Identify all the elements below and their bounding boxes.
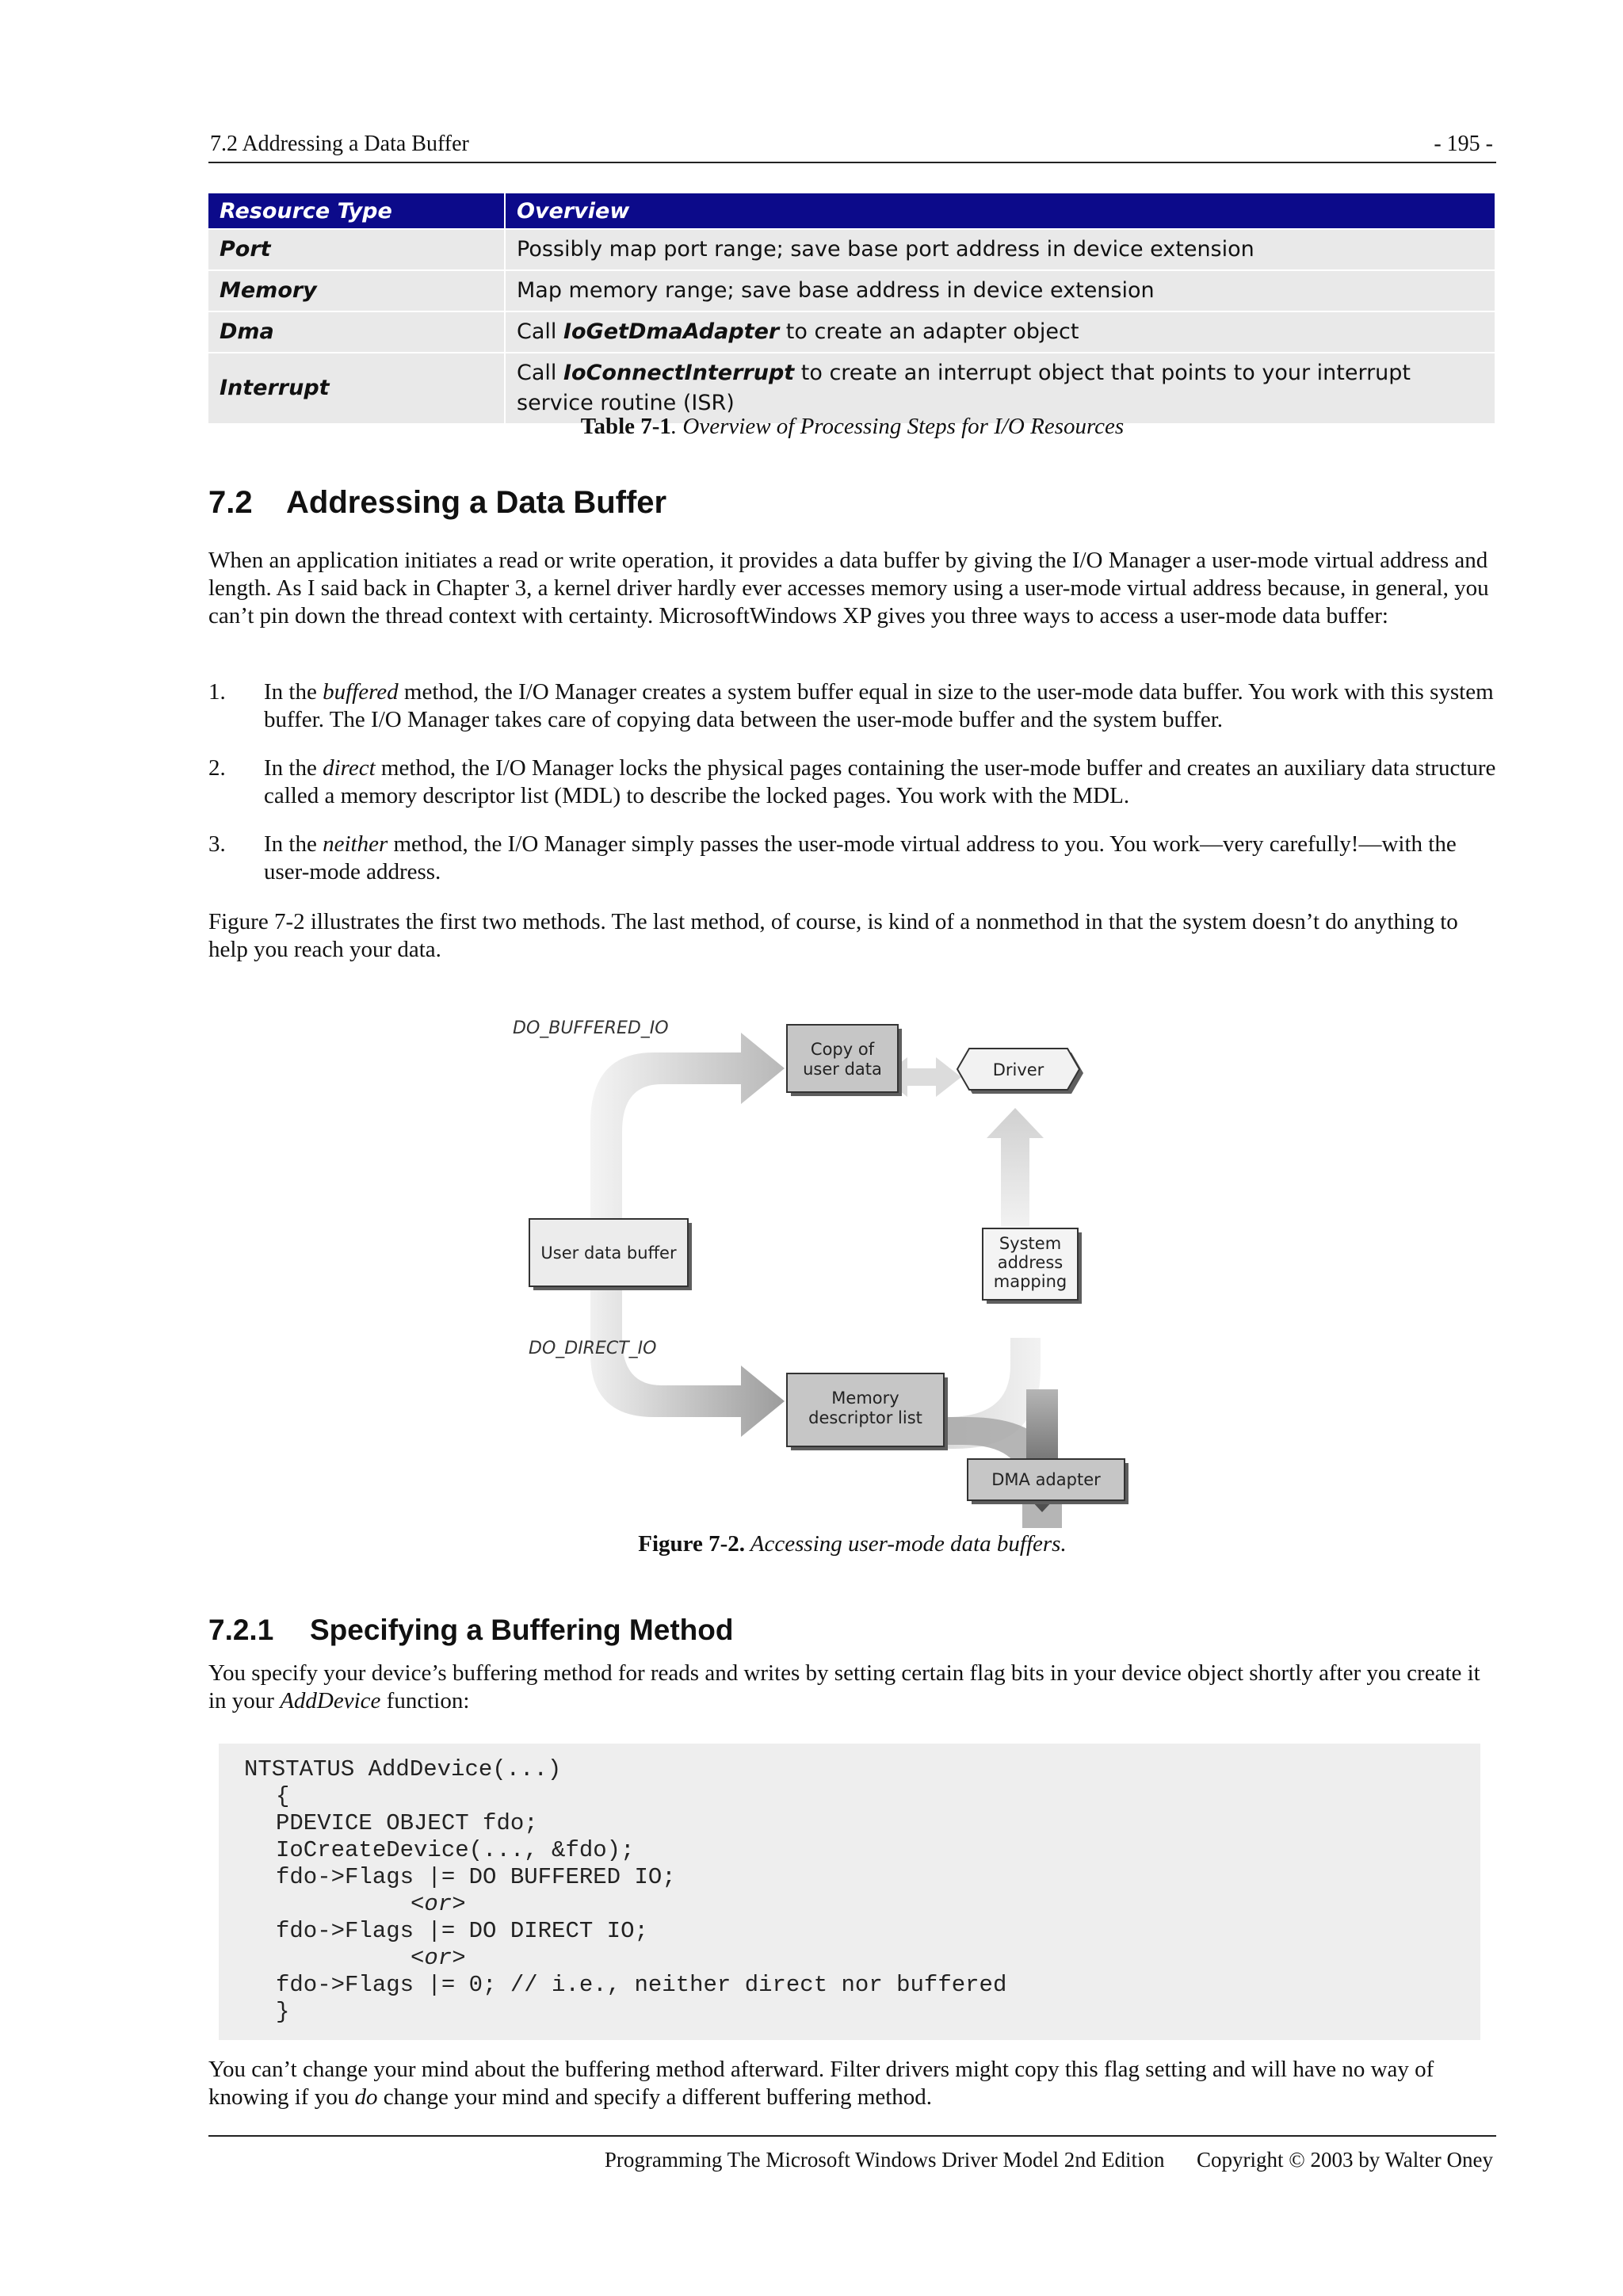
code-block bbox=[219, 1744, 1480, 2040]
box-sys-line3: mapping bbox=[993, 1272, 1067, 1291]
function-name: IoConnectInterrupt bbox=[563, 361, 795, 385]
table-cell-overview: Possibly map port range; save base port address in device extension bbox=[505, 229, 1495, 270]
box-sys-line2: address bbox=[997, 1253, 1064, 1272]
box-mdl-line1: Memory bbox=[831, 1389, 899, 1408]
box-sys-line1: System bbox=[999, 1234, 1062, 1253]
figure-caption-text: Accessing user-mode data buffers. bbox=[745, 1531, 1067, 1557]
code-line: { bbox=[276, 1783, 290, 1809]
table-row bbox=[208, 353, 1495, 423]
code-line: fdo->Flags |= 0; // i.e., neither direct nor buffered bbox=[276, 1972, 1007, 1998]
code-line: fdo->Flags |= DO DIRECT IO; bbox=[276, 1918, 648, 1944]
code-line-alternative: <or> bbox=[411, 1945, 466, 1971]
table-header-row bbox=[208, 193, 1495, 229]
list-item bbox=[208, 755, 1496, 810]
subsection-intro bbox=[208, 1660, 1496, 1715]
closing-emphasis: do bbox=[354, 2084, 378, 2110]
header-page-number: - 195 - bbox=[1434, 132, 1493, 156]
box-driver bbox=[957, 1049, 1083, 1094]
box-copy-line1: Copy of bbox=[810, 1040, 875, 1059]
list-item bbox=[208, 678, 1496, 734]
list-text-post: method, the I/O Manager locks the physical pages containing the user-mode buffer and creates an auxiliary data structure called a memory descriptor list (MDL) to describe the locked pages. You work with the MDL. bbox=[264, 755, 1496, 808]
box-dma-label: DMA adapter bbox=[991, 1470, 1101, 1489]
closing-pre: You can’t change your mind about the buffering method afterward. Filter drivers might copy this flag setting and will have no way of knowing if you bbox=[208, 2057, 1434, 2110]
intro-paragraph: When an application initiates a read or write operation, it provides a data buffer by giving the I/O Manager a user-mode virtual address and length. As I said back in Chapter 3, a kernel driver hardly ever accesses memory using a user-mode virtual address because, in general, you can’t pin down the thread context with certainty. MicrosoftWindows XP gives you three ways to access a user-mode data buffer: bbox=[208, 548, 1489, 628]
list-text-pre: In the bbox=[264, 755, 323, 781]
label-do-buffered-io: DO_BUFFERED_IO bbox=[513, 1018, 669, 1038]
table-cell-type: Memory bbox=[208, 270, 505, 311]
list-text bbox=[264, 831, 1496, 886]
section-title: Addressing a Data Buffer bbox=[286, 485, 667, 520]
box-driver-label: Driver bbox=[992, 1060, 1044, 1079]
running-header bbox=[208, 130, 1496, 163]
figure-caption bbox=[208, 1531, 1496, 1557]
box-copy-of-user-data bbox=[787, 1025, 902, 1096]
list-text bbox=[264, 755, 1496, 810]
table-row bbox=[208, 270, 1495, 311]
box-user-data-buffer bbox=[529, 1219, 692, 1290]
table-header-resource-type: Resource Type bbox=[208, 193, 505, 229]
subsection-intro-pre: You specify your device’s buffering method for reads and writes by setting certain flag bits in your device object shortly after you create it in your bbox=[208, 1660, 1480, 1713]
section-number: 7.2 bbox=[208, 485, 253, 520]
figure-intro-paragraph: Figure 7-2 illustrates the first two methods. The last method, of course, is kind of a nonmethod in that the system doesn’t do anything to help you reach your data. bbox=[208, 909, 1458, 962]
footer-text: Programming The Microsoft Windows Driver Model 2nd Edition Copyright © 2003 by Walter Oney bbox=[604, 2148, 1493, 2172]
list-number: 2. bbox=[208, 755, 226, 781]
function-reference: AddDevice bbox=[280, 1688, 381, 1713]
table-cell-type: Port bbox=[208, 229, 505, 270]
list-text-post: method, the I/O Manager simply passes the user-mode virtual address to you. You work—very carefully!—with the user-mode address. bbox=[264, 831, 1457, 884]
list-number: 3. bbox=[208, 831, 226, 857]
table-cell-overview bbox=[505, 311, 1495, 353]
list-item bbox=[208, 831, 1496, 886]
code-line-alternative: <or> bbox=[411, 1891, 466, 1917]
list-text-pre: In the bbox=[264, 831, 323, 857]
list-text-post: method, the I/O Manager creates a system buffer equal in size to the user-mode data buffer. You work with this system buffer. The I/O Manager takes care of copying data between the user-mode buffer and the system buffer. bbox=[264, 679, 1494, 732]
resource-table bbox=[208, 193, 1496, 423]
table-header-overview: Overview bbox=[505, 193, 1495, 229]
table-row bbox=[208, 229, 1495, 270]
list-term: neither bbox=[323, 831, 388, 857]
table-caption bbox=[208, 414, 1496, 440]
code-line: PDEVICE OBJECT fdo; bbox=[276, 1810, 538, 1836]
list-term: direct bbox=[323, 755, 376, 781]
box-user-label: User data buffer bbox=[540, 1244, 677, 1263]
box-copy-line2: user data bbox=[803, 1060, 882, 1079]
function-name: IoGetDmaAdapter bbox=[563, 319, 780, 344]
figure-buffer-methods bbox=[503, 1005, 1193, 1528]
figure-caption-label: Figure 7-2. bbox=[638, 1531, 746, 1557]
code-line: } bbox=[276, 1999, 290, 2025]
label-do-direct-io: DO_DIRECT_IO bbox=[529, 1339, 657, 1358]
table-cell-overview bbox=[505, 353, 1495, 423]
code-line: NTSTATUS AddDevice(...) bbox=[244, 1756, 562, 1782]
subsection-number: 7.2.1 bbox=[208, 1614, 274, 1646]
table-cell-type: Dma bbox=[208, 311, 505, 353]
box-mdl-line2: descriptor list bbox=[808, 1408, 922, 1427]
closing-post: change your mind and specify a different buffering method. bbox=[377, 2084, 933, 2110]
list-number: 1. bbox=[208, 679, 226, 705]
list-text bbox=[264, 678, 1496, 734]
subsection-intro-post: function: bbox=[380, 1688, 470, 1713]
code-line: fdo->Flags |= DO BUFFERED IO; bbox=[276, 1864, 676, 1890]
running-footer bbox=[208, 2135, 1496, 2176]
overview-pre: Call bbox=[517, 361, 563, 385]
subsection-title: Specifying a Buffering Method bbox=[310, 1614, 734, 1646]
table-cell-type: Interrupt bbox=[208, 353, 505, 423]
section-heading bbox=[208, 485, 666, 521]
table-caption-text: . Overview of Processing Steps for I/O Resources bbox=[670, 414, 1125, 439]
code-line: IoCreateDevice(..., &fdo); bbox=[276, 1837, 635, 1863]
table-cell-overview: Map memory range; save base address in device extension bbox=[505, 270, 1495, 311]
subsection-heading bbox=[208, 1614, 733, 1647]
table-row bbox=[208, 311, 1495, 353]
box-dma-adapter bbox=[968, 1459, 1128, 1504]
box-memory-descriptor-list bbox=[787, 1373, 948, 1450]
list-text-pre: In the bbox=[264, 679, 323, 705]
overview-pre: Call bbox=[517, 319, 563, 344]
overview-post: to create an adapter object bbox=[779, 319, 1079, 344]
closing-paragraph bbox=[208, 2056, 1496, 2111]
overview-post: to create an interrupt object that points to your interrupt service routine (ISR) bbox=[517, 361, 1411, 415]
header-section-title: 7.2 Addressing a Data Buffer bbox=[210, 132, 469, 156]
box-system-address-mapping bbox=[983, 1228, 1082, 1304]
list-term: buffered bbox=[323, 679, 399, 705]
figure-diagram bbox=[503, 1005, 1193, 1528]
table-caption-label: Table 7-1 bbox=[580, 414, 671, 439]
